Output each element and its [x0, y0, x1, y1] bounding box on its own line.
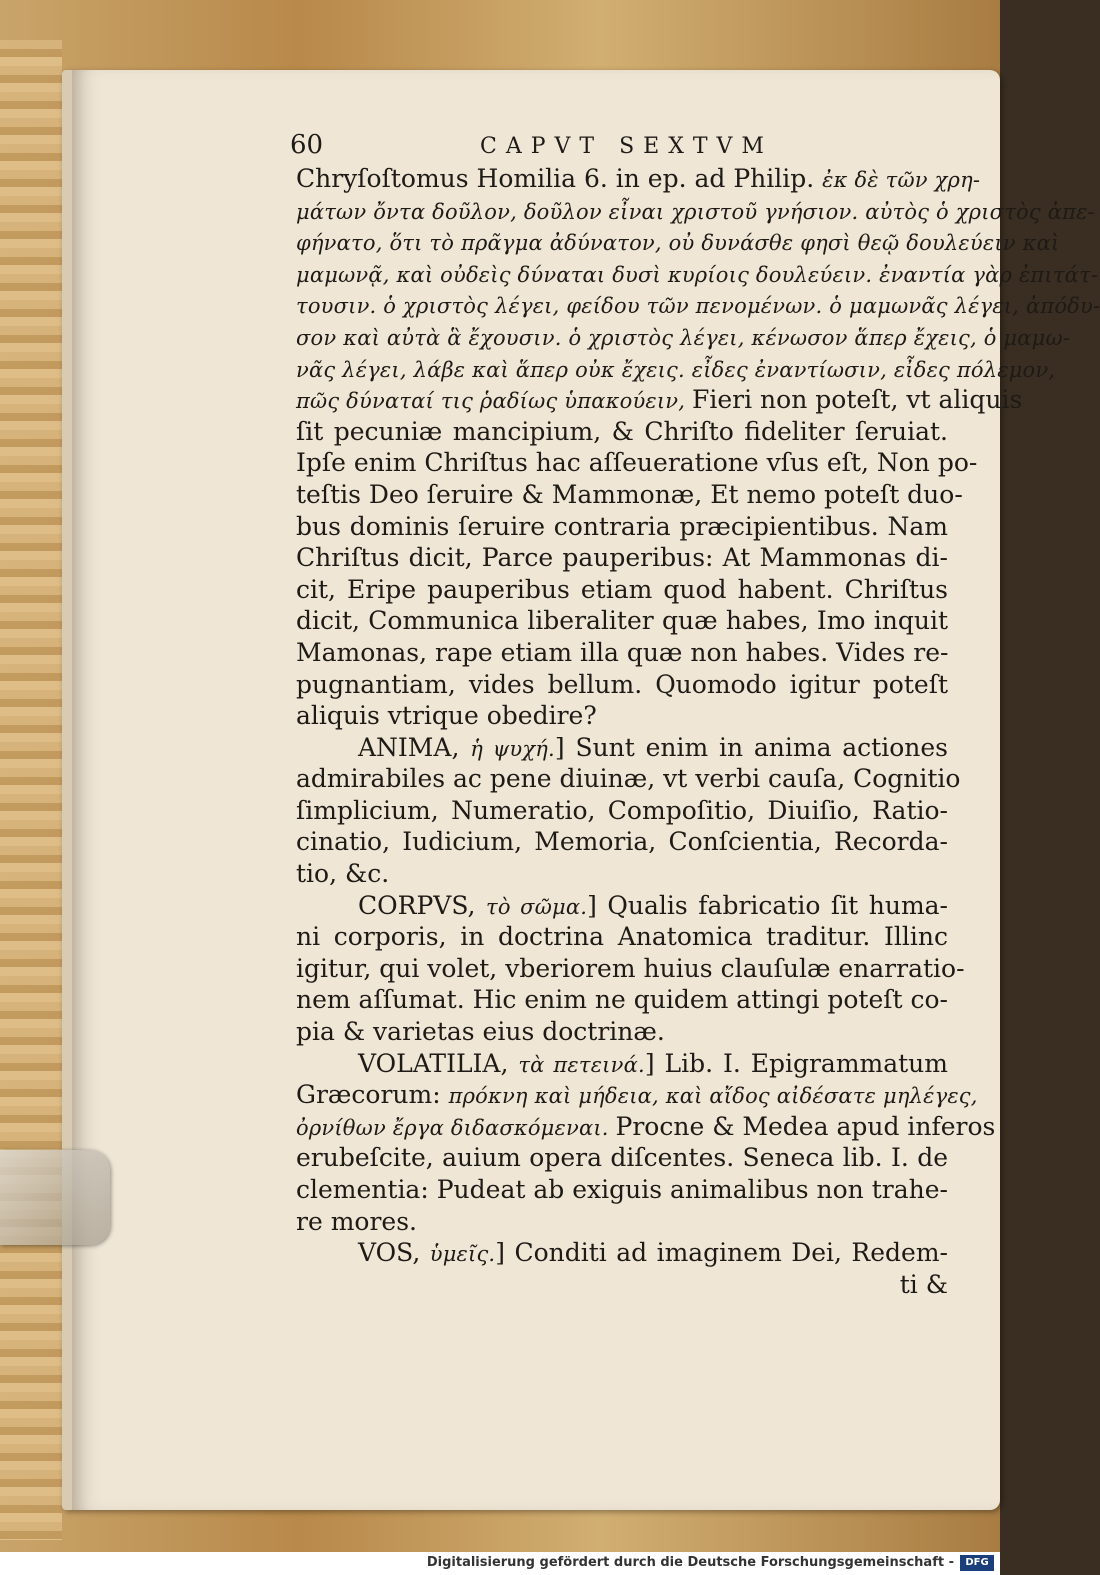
greek-text: πρόκνη καὶ μήδεια, καὶ αἴδος αἰδέσατε μηλέγες, — [448, 1084, 978, 1109]
greek-text: μάτων ὄντα δοῦλον, δοῦλον εἶναι χριστοῦ γνήσιον. αὐτὸς ὁ χριστὸς ἀπε- — [296, 199, 1095, 224]
latin-text: admirabiles ac pene diuinæ, vt verbi cauſa, Cognitio — [296, 764, 961, 794]
text-line — [296, 226, 1060, 258]
text-line — [296, 763, 961, 795]
latin-text: tio, &c. — [296, 859, 390, 889]
latin-text: Mamonas, rape etiam illa quæ non habes. Vides re- — [296, 637, 949, 667]
latin-text: pia & varietas eius doctrinæ. — [296, 1017, 665, 1047]
greek-text: μαμωνᾷ, καὶ οὐδεὶς δύναται δυσὶ κυρίοις δουλεύειν. ἐναντία γὰρ ἐπιτάτ- — [296, 262, 1099, 287]
text-line — [296, 1111, 996, 1143]
text-line — [296, 384, 1023, 416]
text-line — [296, 511, 948, 543]
latin-text: clementia: Pudeat ab exiguis animalibus non trahe- — [296, 1175, 948, 1204]
text-line — [296, 984, 948, 1016]
text-line — [296, 353, 1056, 385]
latin-text: dicit, Communica liberaliter quæ habes, Imo inquit — [296, 606, 948, 636]
latin-text: ] Sunt enim in anima actiones — [554, 732, 949, 762]
greek-text: ἐκ δὲ τῶν χρη- — [822, 168, 981, 192]
latin-text: ] Lib. I. Epigrammatum — [644, 1048, 948, 1078]
text-line — [296, 858, 948, 890]
text-line — [296, 1016, 948, 1048]
text-line — [296, 795, 948, 827]
latin-text: ſit pecuniæ mancipium, & Chriſto fideliter ſeruiat. — [296, 416, 948, 446]
greek-text: τὰ πετεινά. — [518, 1052, 645, 1077]
body-text — [296, 163, 1100, 1300]
text-line — [296, 921, 948, 953]
page-header — [290, 128, 950, 168]
text-line — [296, 479, 963, 511]
latin-text: Chryſoſtomus Homilia 6. in ep. ad Philip. — [296, 164, 823, 193]
text-line — [296, 416, 948, 448]
lemma-heading: VOLATILIA, — [358, 1048, 519, 1078]
text-line — [296, 1269, 948, 1301]
greek-text: ὀρνίθων ἔργα διδασκόμεναι. — [296, 1115, 616, 1140]
latin-text: nem aſſumat. Hic enim ne quidem attingi poteſt co- — [296, 985, 948, 1015]
dfg-logo: DFG — [960, 1555, 994, 1571]
lemma-heading: CORPVS, — [358, 890, 487, 920]
greek-text: πῶς δύναταί τις ῥαδίως ὑπακούειν, — [296, 389, 693, 414]
greek-text: ὑμεῖς. — [429, 1242, 496, 1267]
latin-text: Græcorum: — [296, 1080, 449, 1110]
page-number: 60 — [290, 130, 324, 160]
page-clip — [0, 1150, 110, 1245]
latin-text: re mores. — [296, 1206, 417, 1236]
latin-text: Fieri non poteſt, vt aliquis — [692, 385, 1023, 415]
text-line — [296, 953, 965, 985]
latin-text: ] Qualis fabricatio ſit huma- — [587, 890, 949, 920]
text-line — [296, 1174, 948, 1206]
text-line — [296, 195, 1095, 227]
footer-credit: Digitalisierung gefördert durch die Deutsche Forschungsgemeinschaft - — [426, 1555, 954, 1570]
footer-bar — [0, 1552, 1000, 1575]
latin-text: cinatio, Iudicium, Memoria, Conſcientia, Recorda- — [296, 827, 948, 857]
text-line — [296, 1237, 948, 1269]
latin-text: Ipſe enim Chriſtus hac aſſeueratione vſus eſt, Non po- — [296, 448, 978, 478]
lemma-heading: ANIMA, — [358, 732, 471, 762]
lemma-heading: VOS, — [358, 1238, 430, 1268]
running-title: CAPVT SEXTVM — [480, 134, 773, 159]
text-line — [296, 700, 948, 732]
text-line — [296, 321, 1071, 353]
latin-text: ni corporis, in doctrina Anatomica traditur. Illinc — [296, 922, 948, 952]
text-line — [296, 574, 948, 606]
greek-text: νᾶς λέγει, λάβε καὶ ἅπερ οὐκ ἔχεις. εἶδες ἐναντίωσιν, εἶδες πόλεμον, — [296, 357, 1056, 382]
text-line — [296, 542, 948, 574]
text-line — [296, 1142, 948, 1174]
text-line — [296, 637, 948, 669]
text-line — [296, 732, 948, 764]
latin-text: cit, Eripe pauperibus etiam quod habent. Chriſtus — [296, 574, 948, 604]
text-line — [296, 447, 978, 479]
latin-text: pugnantiam, vides bellum. Quomodo igitur poteſt — [296, 669, 948, 699]
page-edges — [0, 40, 62, 1540]
text-line — [296, 605, 948, 637]
greek-text: τὸ σῶμα. — [486, 894, 588, 919]
text-line — [296, 163, 981, 195]
text-line — [296, 1079, 978, 1111]
latin-text: ti & — [899, 1269, 948, 1299]
latin-text: ſimplicium, Numeratio, Compoſitio, Diuiſio, Ratio- — [296, 795, 948, 825]
latin-text: teſtis Deo ſeruire & Mammonæ, Et nemo poteſt duo- — [296, 479, 963, 509]
latin-text: bus dominis ſeruire contraria præcipientibus. Nam — [296, 511, 948, 541]
text-line — [296, 289, 1100, 321]
latin-text: igitur, qui volet, vberiorem huius clauſulæ enarratio- — [296, 953, 965, 983]
latin-text: ] Conditi ad imaginem Dei, Redem- — [495, 1238, 948, 1268]
greek-text: τουσιν. ὁ χριστὸς λέγει, φείδου τῶν πενομένων. ὁ μαμωνᾶς λέγει, ἀπόδυ- — [296, 294, 1100, 319]
text-line — [296, 258, 1099, 290]
latin-text: erubeſcite, auium opera diſcentes. Seneca lib. I. de — [296, 1143, 948, 1173]
latin-text: aliquis vtrique obedire? — [296, 701, 597, 731]
greek-text: φήνατο, ὅτι τὸ πρᾶγμα ἀδύνατον, οὐ δυνάσθε φησὶ θεῷ δουλεύειν καὶ — [296, 231, 1060, 256]
text-line — [296, 826, 948, 858]
text-line — [296, 1048, 948, 1080]
greek-text: ἡ ψυχή. — [470, 736, 555, 761]
latin-text: Chriſtus dicit, Parce pauperibus: At Mammonas di- — [296, 543, 948, 573]
text-line — [296, 890, 948, 922]
greek-text: σον καὶ αὐτὰ ἃ ἔχουσιν. ὁ χριστὸς λέγει, κένωσον ἅπερ ἔχεις, ὁ μαμω- — [296, 325, 1071, 350]
text-line — [296, 669, 948, 701]
text-line — [296, 1206, 948, 1238]
latin-text: Procne & Medea apud inferos — [615, 1111, 996, 1141]
